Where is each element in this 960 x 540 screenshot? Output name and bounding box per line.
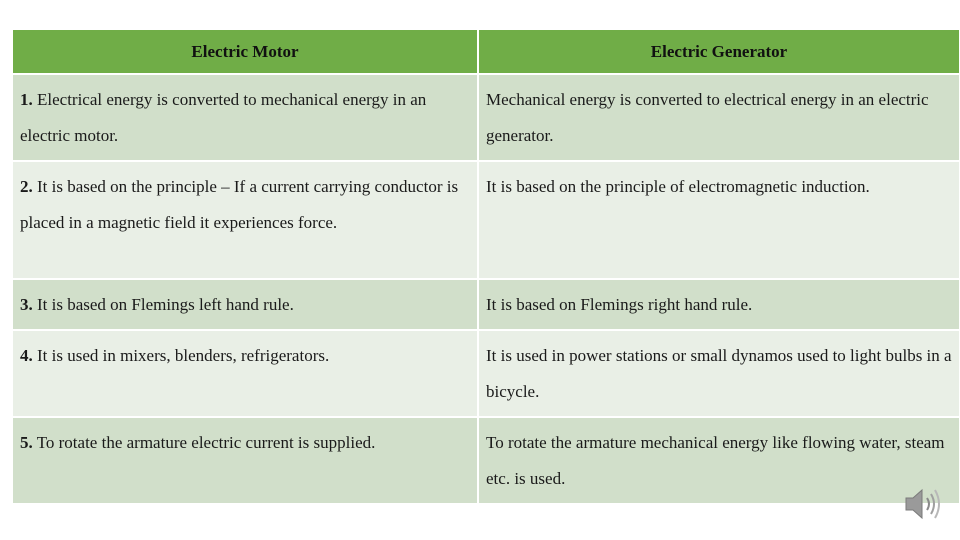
motor-text: It is based on Flemings left hand rule.: [37, 295, 294, 314]
motor-text: It is used in mixers, blenders, refrigerators.: [37, 346, 330, 365]
generator-cell: [478, 330, 960, 417]
row-number: 4.: [20, 346, 33, 365]
table-row: [13, 417, 960, 504]
row-number: 2.: [20, 177, 33, 196]
generator-text: Mechanical energy is converted to electrical energy in an electric generator.: [486, 90, 929, 145]
generator-cell: [478, 417, 960, 504]
generator-cell: [478, 161, 960, 279]
table-row: [13, 161, 960, 279]
generator-text: It is based on the principle of electromagnetic induction.: [486, 177, 870, 196]
header-electric-generator: Electric Generator: [478, 30, 960, 74]
generator-text: To rotate the armature mechanical energy like flowing water, steam etc. is used.: [486, 433, 945, 488]
table-row: [13, 279, 960, 330]
motor-cell: [13, 74, 478, 161]
header-electric-motor: Electric Motor: [13, 30, 478, 74]
motor-text: It is based on the principle – If a current carrying conductor is placed in a magnetic field it experiences force.: [20, 177, 459, 232]
row-number: 3.: [20, 295, 33, 314]
table-header-row: [13, 30, 960, 74]
table-row: [13, 330, 960, 417]
motor-cell: [13, 161, 478, 279]
speaker-icon[interactable]: [902, 484, 944, 524]
generator-cell: [478, 279, 960, 330]
generator-cell: [478, 74, 960, 161]
row-number: 5.: [20, 433, 33, 452]
motor-cell: [13, 417, 478, 504]
table-row: [13, 74, 960, 161]
row-number: 1.: [20, 90, 33, 109]
comparison-table: [13, 30, 960, 505]
generator-text: It is used in power stations or small dynamos used to light bulbs in a bicycle.: [486, 346, 952, 401]
motor-text: To rotate the armature electric current is supplied.: [36, 433, 376, 452]
motor-text: Electrical energy is converted to mechanical energy in an electric motor.: [20, 90, 427, 145]
motor-cell: [13, 330, 478, 417]
motor-cell: [13, 279, 478, 330]
generator-text: It is based on Flemings right hand rule.: [486, 295, 753, 314]
